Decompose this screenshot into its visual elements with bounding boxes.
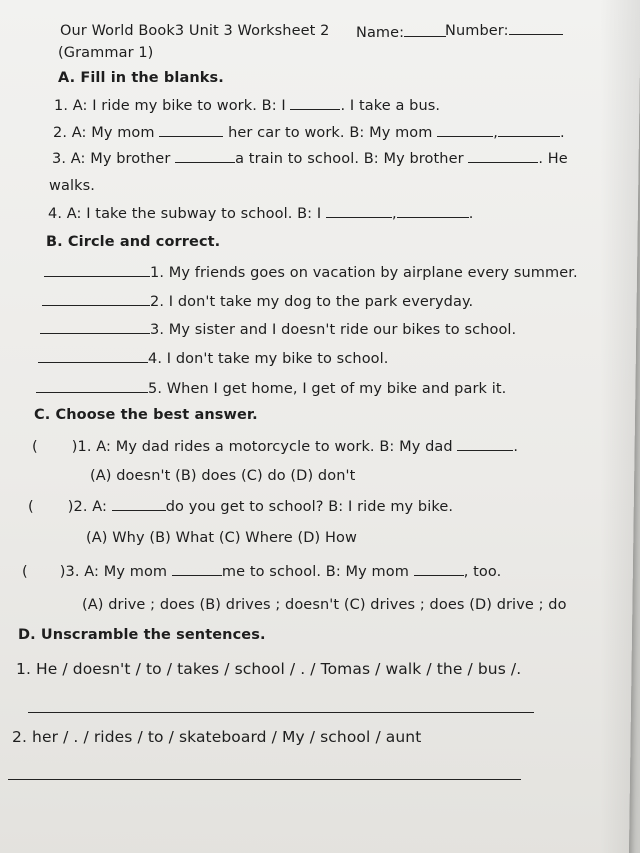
section-c-question-2: ( )2. A: do you get to school? B: I ride my bike. [28, 499, 454, 515]
blank[interactable] [172, 563, 222, 576]
section-a-question-2: 2. A: My mom her car to work. B: My mom , . [53, 125, 565, 141]
section-c-question-2-options: (A) Why (B) What (C) Where (D) How [86, 530, 357, 546]
section-a-question-1: 1. A: I ride my bike to work. B: I . I take a bus. [54, 98, 441, 114]
section-b-heading: B. Circle and correct. [46, 234, 221, 250]
section-a-heading: A. Fill in the blanks. [58, 70, 224, 86]
blank[interactable] [437, 124, 493, 137]
section-c-heading: C. Choose the best answer. [34, 407, 258, 423]
blank[interactable] [159, 124, 223, 137]
answer-blank[interactable] [36, 380, 148, 393]
answer-paren[interactable]: ( [22, 564, 28, 580]
section-a-question-3: 3. A: My brother a train to school. B: My brother . He [52, 151, 568, 167]
number-label: Number: [445, 22, 563, 40]
blank[interactable] [326, 205, 392, 218]
answer-paren[interactable]: ( [32, 439, 38, 455]
section-a-question-4: 4. A: I take the subway to school. B: I , . [48, 206, 474, 222]
name-label: Name: [356, 24, 446, 42]
section-a-question-3-continued: walks. [49, 178, 95, 194]
section-c-question-1-options: (A) doesn't (B) does (C) do (D) don't [90, 468, 356, 484]
section-c-question-1: ( )1. A: My dad rides a motorcycle to work. B: My dad . [32, 439, 519, 455]
section-d-question-1: 1. He / doesn't / to / takes / school / . / Tomas / walk / the / bus /. [16, 660, 522, 678]
section-d-heading: D. Unscramble the sentences. [18, 627, 266, 643]
blank[interactable] [468, 150, 538, 163]
blank[interactable] [397, 205, 469, 218]
answer-line-1[interactable] [28, 712, 534, 713]
section-b-item: 5. When I get home, I get of my bike and park it. [36, 380, 506, 398]
section-b-item: 3. My sister and I doesn't ride our bikes to school. [40, 321, 516, 339]
section-b-item: 2. I don't take my dog to the park everyday. [42, 293, 473, 311]
section-b-item: 4. I don't take my bike to school. [38, 350, 388, 368]
answer-line-2[interactable] [8, 779, 521, 780]
worksheet-title: Our World Book3 Unit 3 Worksheet 2 [60, 23, 330, 39]
answer-blank[interactable] [38, 350, 148, 363]
answer-paren[interactable]: ( [28, 499, 34, 515]
section-c-question-3-options: (A) drive ; does (B) drives ; doesn't (C) drives ; does (D) drive ; do [82, 597, 567, 613]
section-d-question-2: 2. her / . / rides / to / skateboard / My / school / aunt [12, 728, 422, 746]
blank[interactable] [457, 438, 513, 451]
section-c-question-3: ( )3. A: My mom me to school. B: My mom , too. [22, 564, 502, 580]
answer-blank[interactable] [42, 293, 150, 306]
section-b-item: 1. My friends goes on vacation by airplane every summer. [44, 264, 578, 282]
blank[interactable] [498, 124, 560, 137]
blank[interactable] [290, 97, 340, 110]
answer-blank[interactable] [40, 321, 150, 334]
name-blank[interactable] [404, 24, 446, 37]
blank[interactable] [175, 150, 235, 163]
answer-blank[interactable] [44, 264, 150, 277]
blank[interactable] [414, 563, 464, 576]
number-blank[interactable] [509, 22, 563, 35]
blank[interactable] [112, 498, 166, 511]
worksheet-subtitle: (Grammar 1) [58, 45, 154, 61]
